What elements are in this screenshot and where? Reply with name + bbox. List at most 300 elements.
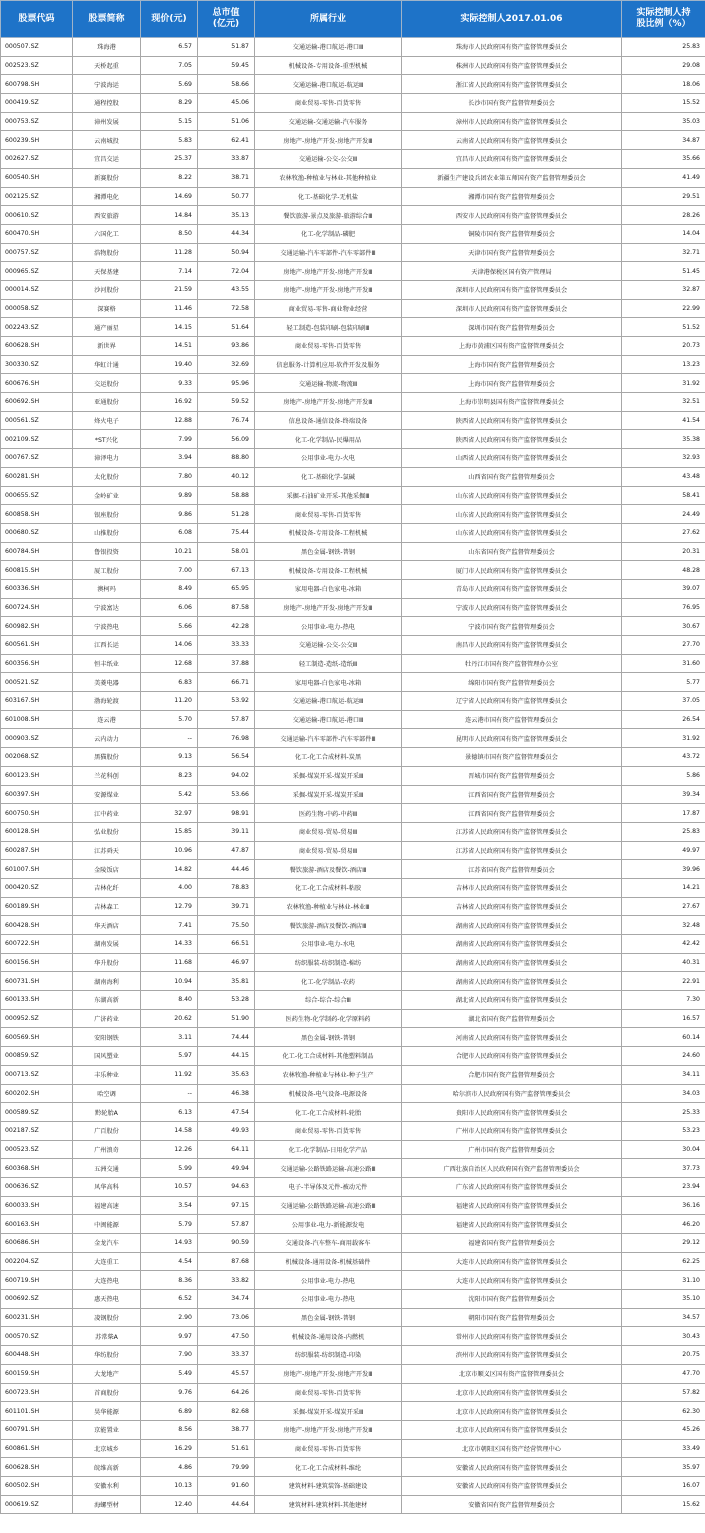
controller-cell: 昆明市人民政府国有资产监督管理委员会 xyxy=(402,729,622,748)
table-row xyxy=(1,822,705,841)
table-row xyxy=(1,991,705,1010)
market-cap-cell: 46.97 xyxy=(198,953,255,972)
holding-ratio-cell: 22.99 xyxy=(622,299,705,318)
stock-code-cell: 600033.SH xyxy=(1,1196,73,1215)
holding-ratio-cell: 14.04 xyxy=(622,224,705,243)
controller-cell: 大连市人民政府国有资产监督管理委员会 xyxy=(402,1252,622,1271)
market-cap-cell: 53.28 xyxy=(198,991,255,1010)
price-cell: 11.92 xyxy=(141,1065,198,1084)
market-cap-cell: 47.54 xyxy=(198,1103,255,1122)
industry-cell: 采掘-煤炭开采-煤炭开采Ⅲ xyxy=(255,1402,402,1421)
table-row xyxy=(1,56,705,75)
price-cell: 14.51 xyxy=(141,337,198,356)
stock-code-cell: 600159.SH xyxy=(1,1364,73,1383)
controller-cell: 浙江省人民政府国有资产监督管理委员会 xyxy=(402,75,622,94)
table-row xyxy=(1,1196,705,1215)
controller-cell: 深圳市人民政府国有资产监督管理委员会 xyxy=(402,280,622,299)
stock-code-cell: 000680.SZ xyxy=(1,523,73,542)
table-row xyxy=(1,542,705,561)
stock-name-cell: 烽火电子 xyxy=(73,411,141,430)
controller-cell: 广东省人民政府国有资产监督管理委员会 xyxy=(402,1177,622,1196)
price-cell: 7.90 xyxy=(141,1346,198,1365)
stock-code-cell: 603167.SH xyxy=(1,692,73,711)
market-cap-cell: 34.74 xyxy=(198,1290,255,1309)
stock-code-cell: 000965.SZ xyxy=(1,262,73,281)
holding-ratio-cell: 13.23 xyxy=(622,355,705,374)
stock-code-cell: 000507.SZ xyxy=(1,38,73,57)
price-cell: 14.93 xyxy=(141,1234,198,1253)
industry-cell: 交通运输-物流-物流Ⅲ xyxy=(255,374,402,393)
table-row xyxy=(1,112,705,131)
price-cell: 8.40 xyxy=(141,991,198,1010)
header-market-cap: 总市值 (亿元) xyxy=(198,1,255,38)
table-row xyxy=(1,393,705,412)
stock-name-cell: 华纺股份 xyxy=(73,1346,141,1365)
market-cap-cell: 51.90 xyxy=(198,1009,255,1028)
industry-cell: 交通运输-交通运输-汽车服务 xyxy=(255,112,402,131)
controller-cell: 连云港市国有资产监督管理委员会 xyxy=(402,710,622,729)
price-cell: 8.56 xyxy=(141,1420,198,1439)
stock-code-cell: 002243.SZ xyxy=(1,318,73,337)
stock-code-cell: 600569.SH xyxy=(1,1028,73,1047)
holding-ratio-cell: 5.86 xyxy=(622,766,705,785)
stock-code-cell: 600982.SH xyxy=(1,617,73,636)
table-row xyxy=(1,150,705,169)
market-cap-cell: 39.71 xyxy=(198,897,255,916)
table-row xyxy=(1,897,705,916)
market-cap-cell: 37.88 xyxy=(198,654,255,673)
table-row xyxy=(1,280,705,299)
price-cell: 32.97 xyxy=(141,804,198,823)
controller-cell: 山东省人民政府国有资产监督管理委员会 xyxy=(402,486,622,505)
holding-ratio-cell: 43.48 xyxy=(622,467,705,486)
market-cap-cell: 56.54 xyxy=(198,748,255,767)
header-controller: 实际控制人2017.01.06 xyxy=(402,1,622,38)
stock-code-cell: 000713.SZ xyxy=(1,1065,73,1084)
market-cap-cell: 57.87 xyxy=(198,710,255,729)
stock-name-cell: 江苏舜天 xyxy=(73,841,141,860)
price-cell: 4.00 xyxy=(141,878,198,897)
table-row xyxy=(1,804,705,823)
stock-name-cell: 云南城投 xyxy=(73,131,141,150)
stock-code-cell: 600686.SH xyxy=(1,1234,73,1253)
price-cell: 6.57 xyxy=(141,38,198,57)
table-row xyxy=(1,94,705,113)
controller-cell: 北京市顺义区国有资产监督管理委员会 xyxy=(402,1364,622,1383)
market-cap-cell: 51.87 xyxy=(198,38,255,57)
table-row xyxy=(1,38,705,57)
market-cap-cell: 50.77 xyxy=(198,187,255,206)
stock-code-cell: 601101.SH xyxy=(1,1402,73,1421)
stock-code-cell: 002627.SZ xyxy=(1,150,73,169)
stock-code-cell: 000523.SZ xyxy=(1,1140,73,1159)
price-cell: 8.29 xyxy=(141,94,198,113)
stock-code-cell: 600676.SH xyxy=(1,374,73,393)
market-cap-cell: 51.64 xyxy=(198,318,255,337)
table-row xyxy=(1,187,705,206)
industry-cell: 公用事业-电力-热电 xyxy=(255,617,402,636)
price-cell: 14.82 xyxy=(141,860,198,879)
market-cap-cell: 56.09 xyxy=(198,430,255,449)
controller-cell: 合肥市人民政府国有资产监督管理委员会 xyxy=(402,1047,622,1066)
stock-name-cell: 六国化工 xyxy=(73,224,141,243)
holding-ratio-cell: 27.70 xyxy=(622,636,705,655)
holding-ratio-cell: 39.34 xyxy=(622,785,705,804)
stock-name-cell: 海螺型材 xyxy=(73,1495,141,1514)
table-row xyxy=(1,692,705,711)
controller-cell: 陕西省人民政府国有资产监督管理委员会 xyxy=(402,430,622,449)
price-cell: 11.28 xyxy=(141,243,198,262)
price-cell: -- xyxy=(141,729,198,748)
price-cell: 20.62 xyxy=(141,1009,198,1028)
holding-ratio-cell: 25.33 xyxy=(622,1103,705,1122)
industry-cell: 交通运输-公路铁路运输-高速公路Ⅲ xyxy=(255,1159,402,1178)
holding-ratio-cell: 7.30 xyxy=(622,991,705,1010)
controller-cell: 株洲市人民政府国有资产监督管理委员会 xyxy=(402,56,622,75)
controller-cell: 哈尔滨市人民政府国有资产监督管理委员会 xyxy=(402,1084,622,1103)
table-row xyxy=(1,486,705,505)
market-cap-cell: 38.77 xyxy=(198,1420,255,1439)
controller-cell: 福建省人民政府国有资产监督管理委员会 xyxy=(402,1196,622,1215)
industry-cell: 信息服务-计算机应用-软件开发及服务 xyxy=(255,355,402,374)
controller-cell: 天津市国有资产监督管理委员会 xyxy=(402,243,622,262)
price-cell: 12.68 xyxy=(141,654,198,673)
controller-cell: 牡丹江市国有资产监督管理办公室 xyxy=(402,654,622,673)
holding-ratio-cell: 31.60 xyxy=(622,654,705,673)
industry-cell: 建筑材料-建筑装饰-基础建设 xyxy=(255,1476,402,1495)
stock-code-cell: 000757.SZ xyxy=(1,243,73,262)
stock-name-cell: 宁波富达 xyxy=(73,598,141,617)
stock-code-cell: 600336.SH xyxy=(1,579,73,598)
holding-ratio-cell: 23.94 xyxy=(622,1177,705,1196)
stock-name-cell: 惠天热电 xyxy=(73,1290,141,1309)
table-row xyxy=(1,1159,705,1178)
holding-ratio-cell: 51.52 xyxy=(622,318,705,337)
price-cell: 8.22 xyxy=(141,168,198,187)
controller-cell: 福建省国有资产监督管理委员会 xyxy=(402,1234,622,1253)
holding-ratio-cell: 41.49 xyxy=(622,168,705,187)
stock-code-cell: 600722.SH xyxy=(1,935,73,954)
price-cell: 14.84 xyxy=(141,206,198,225)
price-cell: 3.54 xyxy=(141,1196,198,1215)
stock-name-cell: 五洲交通 xyxy=(73,1159,141,1178)
price-cell: 16.29 xyxy=(141,1439,198,1458)
holding-ratio-cell: 41.54 xyxy=(622,411,705,430)
industry-cell: 医药生物-化学制药-化学原料药 xyxy=(255,1009,402,1028)
stock-name-cell: 云内动力 xyxy=(73,729,141,748)
table-row xyxy=(1,1271,705,1290)
industry-cell: 农林牧渔-种植业与林业-林业Ⅲ xyxy=(255,897,402,916)
holding-ratio-cell: 20.75 xyxy=(622,1346,705,1365)
holding-ratio-cell: 30.04 xyxy=(622,1140,705,1159)
stock-name-cell: 江西长运 xyxy=(73,636,141,655)
controller-cell: 山西省人民政府国有资产监督管理委员会 xyxy=(402,449,622,468)
stock-code-cell: 002523.SZ xyxy=(1,56,73,75)
market-cap-cell: 78.83 xyxy=(198,878,255,897)
table-row xyxy=(1,953,705,972)
stock-name-cell: *ST兴化 xyxy=(73,430,141,449)
controller-cell: 山东省人民政府国有资产监督管理委员会 xyxy=(402,505,622,524)
price-cell: 11.68 xyxy=(141,953,198,972)
stock-name-cell: 金陵饭店 xyxy=(73,860,141,879)
market-cap-cell: 64.11 xyxy=(198,1140,255,1159)
market-cap-cell: 35.63 xyxy=(198,1065,255,1084)
industry-cell: 餐饮旅游-酒店及餐饮-酒店Ⅲ xyxy=(255,916,402,935)
industry-cell: 纺织服装-纺织制造-棉纺 xyxy=(255,953,402,972)
stock-code-cell: 600156.SH xyxy=(1,953,73,972)
controller-cell: 湖南省人民政府国有资产监督管理委员会 xyxy=(402,916,622,935)
stock-code-cell: 002125.SZ xyxy=(1,187,73,206)
controller-cell: 铜陵市国有资产监督管理委员会 xyxy=(402,224,622,243)
price-cell: -- xyxy=(141,1084,198,1103)
controller-cell: 江苏省人民政府国有资产监督管理委员会 xyxy=(402,841,622,860)
stock-code-cell: 000610.SZ xyxy=(1,206,73,225)
holding-ratio-cell: 26.54 xyxy=(622,710,705,729)
holding-ratio-cell: 29.51 xyxy=(622,187,705,206)
price-cell: 12.40 xyxy=(141,1495,198,1514)
holding-ratio-cell: 39.96 xyxy=(622,860,705,879)
industry-cell: 机械设备-专用设备-重型机械 xyxy=(255,56,402,75)
industry-cell: 房地产-房地产开发-房地产开发Ⅲ xyxy=(255,262,402,281)
market-cap-cell: 97.15 xyxy=(198,1196,255,1215)
stock-name-cell: 澳柯玛 xyxy=(73,579,141,598)
industry-cell: 餐饮旅游-酒店及餐饮-酒店Ⅲ xyxy=(255,860,402,879)
stock-code-cell: 601008.SH xyxy=(1,710,73,729)
holding-ratio-cell: 17.87 xyxy=(622,804,705,823)
stock-code-cell: 600133.SH xyxy=(1,991,73,1010)
holding-ratio-cell: 32.87 xyxy=(622,280,705,299)
market-cap-cell: 74.44 xyxy=(198,1028,255,1047)
market-cap-cell: 38.71 xyxy=(198,168,255,187)
table-row xyxy=(1,1009,705,1028)
holding-ratio-cell: 15.62 xyxy=(622,1495,705,1514)
stock-name-cell: 凌钢股份 xyxy=(73,1308,141,1327)
price-cell: 9.86 xyxy=(141,505,198,524)
table-row xyxy=(1,935,705,954)
stock-name-cell: 华虹计通 xyxy=(73,355,141,374)
stock-name-cell: 华天酒店 xyxy=(73,916,141,935)
controller-cell: 天津港保税区国有资产管理局 xyxy=(402,262,622,281)
controller-cell: 漳州市人民政府国有资产监督管理委员会 xyxy=(402,112,622,131)
holding-ratio-cell: 16.07 xyxy=(622,1476,705,1495)
holding-ratio-cell: 39.07 xyxy=(622,579,705,598)
table-row xyxy=(1,1364,705,1383)
controller-cell: 湖南省人民政府国有资产监督管理委员会 xyxy=(402,953,622,972)
stock-name-cell: 银座股份 xyxy=(73,505,141,524)
stock-code-cell: 000952.SZ xyxy=(1,1009,73,1028)
market-cap-cell: 44.34 xyxy=(198,224,255,243)
table-row xyxy=(1,636,705,655)
table-row xyxy=(1,841,705,860)
stock-name-cell: 连云港 xyxy=(73,710,141,729)
header-row xyxy=(1,1,705,38)
table-row xyxy=(1,318,705,337)
price-cell: 14.06 xyxy=(141,636,198,655)
industry-cell: 交通运输-汽车零部件-汽车零部件Ⅲ xyxy=(255,243,402,262)
holding-ratio-cell: 27.62 xyxy=(622,523,705,542)
table-row xyxy=(1,1047,705,1066)
industry-cell: 机械设备-专用设备-工程机械 xyxy=(255,523,402,542)
controller-cell: 珠海市人民政府国有资产监督管理委员会 xyxy=(402,38,622,57)
stock-code-cell: 600724.SH xyxy=(1,598,73,617)
controller-cell: 北京市人民政府国有资产监督管理委员会 xyxy=(402,1402,622,1421)
controller-cell: 上海市崇明县国有资产监督管理委员会 xyxy=(402,393,622,412)
controller-cell: 沈阳市国有资产监督管理委员会 xyxy=(402,1290,622,1309)
holding-ratio-cell: 58.41 xyxy=(622,486,705,505)
holding-ratio-cell: 24.60 xyxy=(622,1047,705,1066)
holding-ratio-cell: 36.16 xyxy=(622,1196,705,1215)
market-cap-cell: 75.50 xyxy=(198,916,255,935)
holding-ratio-cell: 45.26 xyxy=(622,1420,705,1439)
holding-ratio-cell: 30.67 xyxy=(622,617,705,636)
price-cell: 3.11 xyxy=(141,1028,198,1047)
stock-code-cell: 600281.SH xyxy=(1,467,73,486)
market-cap-cell: 45.06 xyxy=(198,94,255,113)
stock-code-cell: 600628.SH xyxy=(1,337,73,356)
holding-ratio-cell: 35.03 xyxy=(622,112,705,131)
table-row xyxy=(1,1252,705,1271)
industry-cell: 化工-化工合成材料-粘胶 xyxy=(255,878,402,897)
stock-code-cell: 000692.SZ xyxy=(1,1290,73,1309)
market-cap-cell: 76.98 xyxy=(198,729,255,748)
market-cap-cell: 59.45 xyxy=(198,56,255,75)
stock-code-cell: 600189.SH xyxy=(1,897,73,916)
holding-ratio-cell: 60.14 xyxy=(622,1028,705,1047)
market-cap-cell: 49.93 xyxy=(198,1121,255,1140)
holding-ratio-cell: 14.21 xyxy=(622,878,705,897)
stock-name-cell: 浩物股份 xyxy=(73,243,141,262)
stock-code-cell: 000619.SZ xyxy=(1,1495,73,1514)
industry-cell: 机械设备-通用设备-机械基础件 xyxy=(255,1252,402,1271)
stock-name-cell: 广百股份 xyxy=(73,1121,141,1140)
price-cell: 14.15 xyxy=(141,318,198,337)
market-cap-cell: 58.66 xyxy=(198,75,255,94)
stock-code-cell: 000561.SZ xyxy=(1,411,73,430)
table-row xyxy=(1,262,705,281)
stock-name-cell: 大连重工 xyxy=(73,1252,141,1271)
stock-code-cell: 002109.SZ xyxy=(1,430,73,449)
price-cell: 9.33 xyxy=(141,374,198,393)
market-cap-cell: 72.58 xyxy=(198,299,255,318)
market-cap-cell: 87.68 xyxy=(198,1252,255,1271)
industry-cell: 房地产-房地产开发-房地产开发Ⅲ xyxy=(255,131,402,150)
stock-name-cell: 漳泽电力 xyxy=(73,449,141,468)
market-cap-cell: 50.94 xyxy=(198,243,255,262)
industry-cell: 建筑材料-建筑材料-其他建材 xyxy=(255,1495,402,1514)
market-cap-cell: 75.44 xyxy=(198,523,255,542)
table-row xyxy=(1,299,705,318)
table-row xyxy=(1,1439,705,1458)
controller-cell: 上海市国有资产监督管理委员会 xyxy=(402,355,622,374)
table-row xyxy=(1,1383,705,1402)
stock-code-cell: 600750.SH xyxy=(1,804,73,823)
price-cell: 9.89 xyxy=(141,486,198,505)
stock-name-cell: 湘潭电化 xyxy=(73,187,141,206)
market-cap-cell: 44.15 xyxy=(198,1047,255,1066)
stock-code-cell: 600428.SH xyxy=(1,916,73,935)
industry-cell: 电子-半导体及元件-被动元件 xyxy=(255,1177,402,1196)
table-row xyxy=(1,75,705,94)
controller-cell: 湘潭市国有资产监督管理委员会 xyxy=(402,187,622,206)
controller-cell: 湖南省人民政府国有资产监督管理委员会 xyxy=(402,935,622,954)
market-cap-cell: 82.68 xyxy=(198,1402,255,1421)
industry-cell: 交通运输-港口航运-航运Ⅲ xyxy=(255,692,402,711)
price-cell: 5.99 xyxy=(141,1159,198,1178)
controller-cell: 晋城市国有资产监督管理委员会 xyxy=(402,766,622,785)
market-cap-cell: 94.63 xyxy=(198,1177,255,1196)
holding-ratio-cell: 48.28 xyxy=(622,561,705,580)
stock-code-cell: 002068.SZ xyxy=(1,748,73,767)
industry-cell: 商业贸易-零售-百货零售 xyxy=(255,1439,402,1458)
industry-cell: 化工-化工合成材料-维纶 xyxy=(255,1458,402,1477)
holding-ratio-cell: 62.25 xyxy=(622,1252,705,1271)
holding-ratio-cell: 32.48 xyxy=(622,916,705,935)
industry-cell: 交通运输-汽车零部件-汽车零部件Ⅲ xyxy=(255,729,402,748)
stock-code-cell: 600368.SH xyxy=(1,1159,73,1178)
holding-ratio-cell: 25.83 xyxy=(622,822,705,841)
holding-ratio-cell: 29.08 xyxy=(622,56,705,75)
table-row xyxy=(1,131,705,150)
stock-name-cell: 福建高速 xyxy=(73,1196,141,1215)
holding-ratio-cell: 28.26 xyxy=(622,206,705,225)
market-cap-cell: 62.41 xyxy=(198,131,255,150)
price-cell: 12.79 xyxy=(141,897,198,916)
table-row xyxy=(1,1140,705,1159)
price-cell: 6.89 xyxy=(141,1402,198,1421)
stock-code-cell: 600858.SH xyxy=(1,505,73,524)
stock-code-cell: 000903.SZ xyxy=(1,729,73,748)
market-cap-cell: 32.69 xyxy=(198,355,255,374)
market-cap-cell: 79.99 xyxy=(198,1458,255,1477)
holding-ratio-cell: 51.45 xyxy=(622,262,705,281)
stock-code-cell: 000767.SZ xyxy=(1,449,73,468)
stock-code-cell: 600502.SH xyxy=(1,1476,73,1495)
controller-cell: 江苏省人民政府国有资产监督管理委员会 xyxy=(402,822,622,841)
stock-name-cell: 湖南海利 xyxy=(73,972,141,991)
price-cell: 8.23 xyxy=(141,766,198,785)
holding-ratio-cell: 37.73 xyxy=(622,1159,705,1178)
price-cell: 10.57 xyxy=(141,1177,198,1196)
industry-cell: 轻工制造-造纸-造纸Ⅲ xyxy=(255,654,402,673)
stock-code-cell: 000058.SZ xyxy=(1,299,73,318)
holding-ratio-cell: 32.51 xyxy=(622,393,705,412)
table-row xyxy=(1,1177,705,1196)
table-row xyxy=(1,374,705,393)
holding-ratio-cell: 32.93 xyxy=(622,449,705,468)
market-cap-cell: 33.87 xyxy=(198,150,255,169)
market-cap-cell: 88.80 xyxy=(198,449,255,468)
market-cap-cell: 45.57 xyxy=(198,1364,255,1383)
price-cell: 11.20 xyxy=(141,692,198,711)
stock-name-cell: 大龙地产 xyxy=(73,1364,141,1383)
controller-cell: 景德镇市国有资产监督管理委员会 xyxy=(402,748,622,767)
table-row xyxy=(1,598,705,617)
market-cap-cell: 44.46 xyxy=(198,860,255,879)
price-cell: 4.54 xyxy=(141,1252,198,1271)
table-row xyxy=(1,729,705,748)
stock-name-cell: 中闽能源 xyxy=(73,1215,141,1234)
price-cell: 5.69 xyxy=(141,75,198,94)
price-cell: 10.96 xyxy=(141,841,198,860)
table-row xyxy=(1,467,705,486)
stock-code-cell: 600397.SH xyxy=(1,785,73,804)
market-cap-cell: 76.74 xyxy=(198,411,255,430)
industry-cell: 黑色金属-钢铁-普钢 xyxy=(255,542,402,561)
price-cell: 7.14 xyxy=(141,262,198,281)
stock-name-cell: 漳州发展 xyxy=(73,112,141,131)
market-cap-cell: 51.61 xyxy=(198,1439,255,1458)
market-cap-cell: 57.87 xyxy=(198,1215,255,1234)
